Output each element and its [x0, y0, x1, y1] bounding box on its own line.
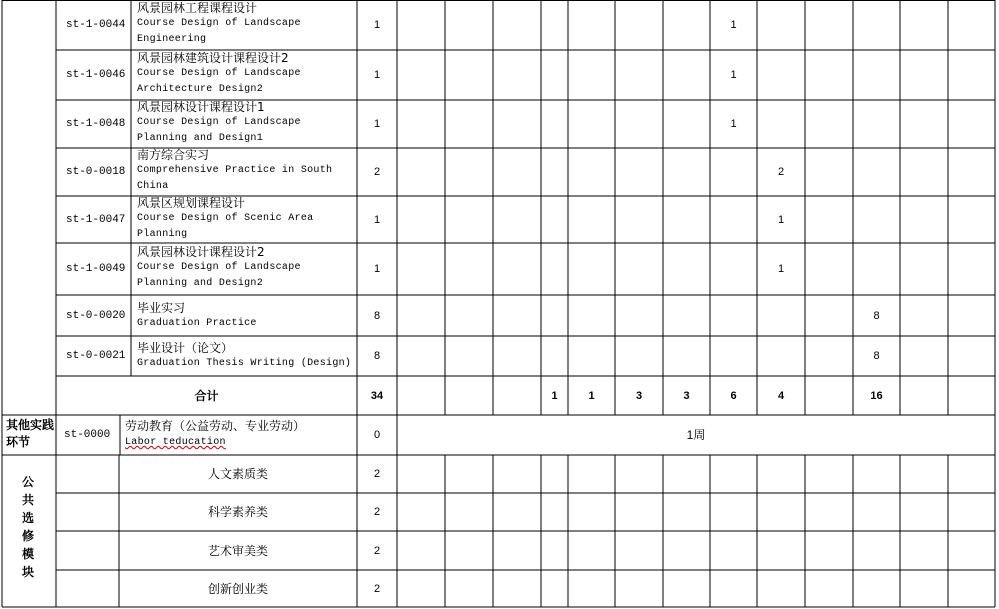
course-credits: 2 [373, 166, 381, 178]
course-name-cn: 风景园林建筑设计课程设计2 [137, 51, 289, 65]
elective-credits: 2 [373, 468, 381, 480]
course-name-en: Planning [137, 228, 188, 240]
course-name-en: Course Design of Landscape [137, 68, 301, 79]
course-credits: 1 [373, 213, 381, 226]
course-name-en: China [137, 181, 169, 192]
elective-credits: 2 [373, 582, 381, 595]
course-name-en: Planning and Design2 [137, 278, 264, 289]
course-name-en: Course Design of Scenic Area [137, 212, 314, 224]
practice-code: st-0000 [64, 429, 111, 441]
subtotal-semester-value: 1 [588, 389, 595, 402]
course-name-cn: 风景园林设计课程设计2 [137, 245, 265, 259]
course-code: st-1-0044 [66, 19, 126, 31]
course-name-en: Course Design of Landscape [137, 117, 301, 128]
course-name-en: Architecture Design2 [137, 84, 264, 95]
course-name-cn: 南方综合实习 [137, 148, 210, 162]
elective-name: 人文素质类 [207, 467, 268, 481]
semester-value: 8 [873, 350, 880, 362]
course-name-cn: 毕业设计（论文） [137, 341, 234, 355]
course-code: st-1-0047 [66, 213, 126, 226]
course-credits: 1 [373, 263, 381, 275]
subtotal-semester-value: 6 [730, 389, 737, 402]
elective-name: 科学素养类 [207, 505, 268, 519]
elective-credits: 2 [373, 544, 381, 557]
course-name-cn: 风景园林设计课程设计1 [137, 100, 265, 114]
course-code: st-0-0021 [66, 350, 126, 362]
course-name-en: Comprehensive Practice in South [137, 165, 333, 176]
subtotal-semester-value: 16 [870, 389, 883, 402]
course-name-en: Graduation Thesis Writing (Design) [137, 358, 352, 369]
course-name-en: Engineering [137, 34, 207, 45]
semester-value: 1 [730, 69, 737, 81]
course-code: st-1-0049 [66, 263, 126, 275]
semester-value: 1 [730, 19, 737, 31]
subtotal-semester-value: 4 [777, 389, 785, 402]
subtotal-label: 合计 [194, 388, 219, 403]
course-code: st-1-0046 [66, 69, 126, 81]
course-credits: 8 [373, 309, 381, 322]
semester-value: 2 [777, 166, 785, 178]
course-credits: 1 [373, 69, 381, 81]
course-credits: 1 [373, 19, 381, 31]
elective-name: 创新创业类 [207, 581, 268, 596]
course-name-cn: 风景区规划课程设计 [137, 195, 246, 210]
elective-name: 艺术审美类 [207, 543, 268, 558]
practice-name-en: Labor teducation [125, 437, 226, 448]
practice-credits: 0 [373, 429, 381, 441]
elective-credits: 2 [373, 506, 381, 518]
semester-value: 1 [777, 263, 785, 275]
subtotal-semester-value: 3 [635, 389, 643, 402]
practice-span-value: 1周 [686, 428, 706, 442]
course-name-en: Planning and Design1 [137, 133, 264, 144]
course-code: st-0-0018 [66, 166, 126, 178]
course-name-en: Graduation Practice [137, 317, 257, 329]
course-name-cn: 风景园林工程课程设计 [137, 1, 258, 15]
course-code: st-1-0048 [66, 118, 126, 130]
course-credits: 1 [373, 118, 381, 130]
practice-name-cn: 劳动教育（公益劳动、专业劳动） [125, 419, 306, 433]
other-practice-label: 其他实践环节 [6, 418, 55, 449]
semester-value: 1 [730, 118, 737, 130]
semester-value: 1 [777, 213, 785, 226]
elective-section-label: 公共选修模块 [21, 475, 34, 579]
course-name-cn: 毕业实习 [137, 300, 186, 315]
subtotal-semester-value: 3 [683, 389, 690, 402]
semester-value: 8 [873, 309, 880, 322]
subtotal-credits: 34 [370, 389, 384, 402]
course-name-en: Course Design of Landscape [137, 18, 301, 29]
course-name-en: Course Design of Landscape [137, 262, 301, 273]
course-credits: 8 [373, 350, 381, 362]
course-code: st-0-0020 [66, 309, 126, 322]
subtotal-semester-value: 1 [551, 389, 558, 402]
